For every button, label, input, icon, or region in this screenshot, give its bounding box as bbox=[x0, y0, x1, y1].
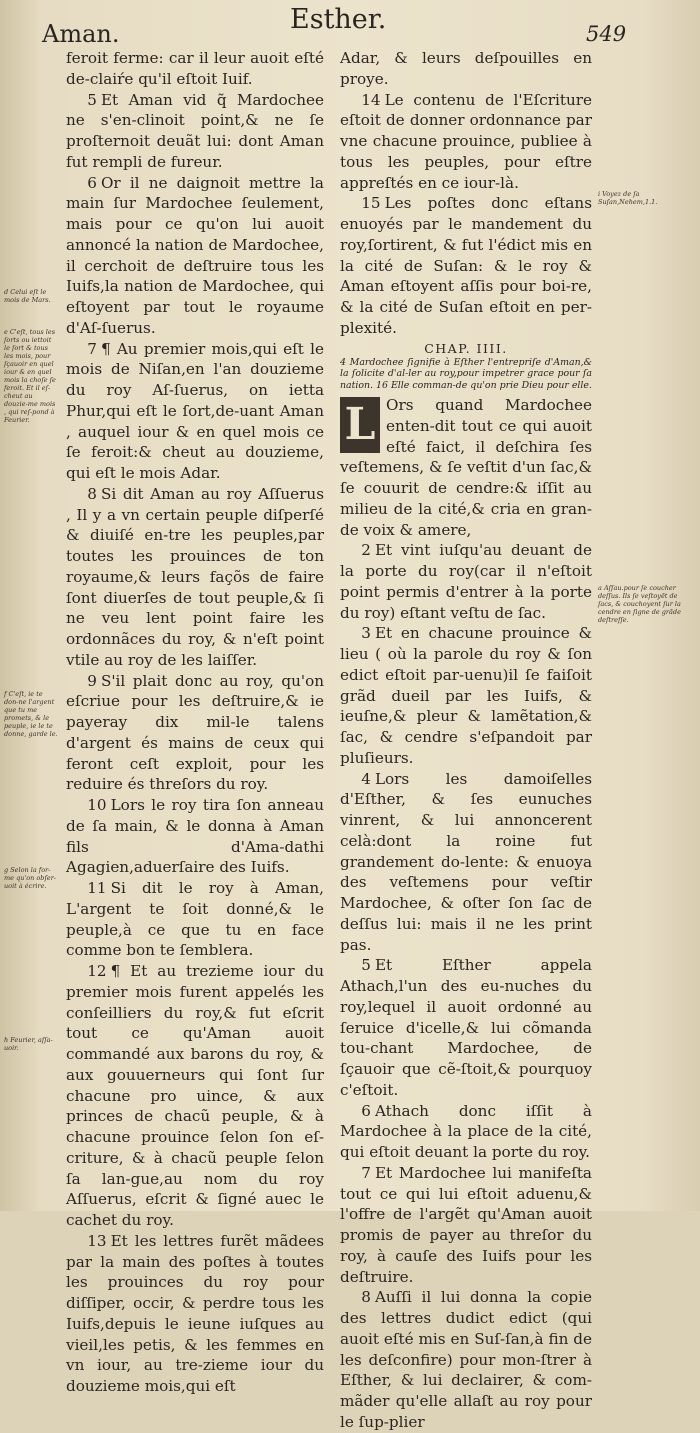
margin-note-g: g Selon la for-me qu'on obſer-uoit à écrire. bbox=[4, 866, 57, 890]
chapter-opening bbox=[340, 395, 592, 540]
verse-continuation: feroit ferme: car il leur auoit eſté de-claiŕe qu'il eſtoit Iuif. bbox=[66, 49, 324, 88]
running-head-book: Esther. bbox=[290, 4, 387, 35]
verse-5: 5 Et Aman vid q̃ Mardochee ne s'en-clinoit point,& ne ſe proſternoit deuãt lui: dont Aman fut rempli de fureur. bbox=[66, 90, 324, 171]
page-number: 549 bbox=[586, 22, 627, 46]
chapter-summary: 4 Mardochee ſignifie à Eſther l'entrepriſe d'Aman,& la ſolicite d'al-ler au roy,pour impetrer grace pour ſa nation. 16 Elle comman-de qu'on prie Dieu pour elle. bbox=[340, 356, 592, 391]
verse-7b: 7 Et Mardochee lui manifeſta tout ce qui lui eſtoit aduenu,& l'offre de l'argẽt qu'Aman auoit promis de payer au threſor du roy, à cauſe des Iuifs pour les deſtruire. bbox=[340, 1163, 592, 1286]
verse-9: 9 S'il plait donc au roy, qu'on eſcriue pour les deſtruire,& ie payeray dix mil-le talens d'argent és mains de ceux qui feront ceſt exploit, pour les reduire és threſors du roy. bbox=[66, 671, 324, 794]
margin-note-d: d Celui eſt le mois de Mars. bbox=[4, 288, 51, 304]
verse-10: 10 Lors le roy tira ſon anneau de ſa main, & le donna à Aman fils d'Ama-dathi Agagien,aduerſaire des Iuifs. bbox=[66, 796, 324, 877]
verse-11: 11 Si dit le roy à Aman, L'argent te ſoit donné,& le peuple,à ce que tu en face comme bon te ſemblera. bbox=[66, 879, 324, 960]
verse-8: 8 Si dit Aman au roy Aſſuerus , Il y a vn certain peuple diſperſé & diuiſé en-tre les peuples,par toutes les prouinces de ton royaume,& leurs façõs de faire ſont diuerſes de tout peuple,& ſi ne veu lent point faire les ordonnãces du roy, & n'eſt point vtile au roy de les laiſſer. bbox=[66, 484, 324, 669]
right-column bbox=[340, 48, 592, 1433]
verse-1: Ors quand Mardochee enten-dit tout ce qui auoit eſté faict, il deſchira ſes veſtemens, & ſe veſtit d'un ſac,& ſe couurit de cendre:& iſſit au milieu de la cité,& cria en gran-de voix & amere, bbox=[340, 396, 592, 539]
verse-2: 2 Et vint iuſqu'au deuant de la porte du roy(car il n'eſtoit point permis d'entrer à la porte du roy) eſtant veſtu de ſac. bbox=[340, 541, 592, 622]
margin-note-e: e C'eſt, tous les ſorts ou iettoit le ſort & tous les mois, pour ſçauoir en quel iour & en quel mois la choſe ſe feroit. Et il eſ-cheut au douzie-me mois , qui reſ-pond à Feurier. bbox=[4, 328, 56, 424]
margin-note-a: a Aſſau.pour ſe coucher deſſus. Ils ſe veſtoyẽt de ſacs, & couchoyent ſur la cendre en ſigne de grãde deſtreſſe. bbox=[598, 584, 681, 624]
verse-continuation-right: Adar, & leurs deſpouilles en proye. bbox=[340, 49, 592, 88]
dropcap-letter: L bbox=[340, 397, 380, 453]
running-head-left: Aman. bbox=[42, 20, 120, 48]
left-column bbox=[66, 48, 324, 1397]
verse-13: 13 Et les lettres furẽt mãdees par la main des poſtes à toutes les prouinces du roy pour diſſiper, occir, & perdre tous les Iuifs,depuis le ieune iuſques au vieil,les petis, & les femmes en vn iour, au tre-zieme iour du douzieme mois,qui eſt bbox=[66, 1231, 324, 1395]
verse-4: 4 Lors les damoiſelles d'Eſther, & ſes eunuches vinrent, & lui annoncerent celà:dont la roine fut grandement do-lente: & enuoya des veſtemens pour veſtir Mardochee, & oſter ſon ſac de deſſus lui: mais il ne les print pas. bbox=[340, 769, 592, 954]
verse-12: 12 ¶ Et au trezieme iour du premier mois furent appelés les conſeilliers du roy,& fut eſcrit tout ce qu'Aman auoit commandé aux barons du roy, & aux gouuerneurs qui ſont ſur chacune pro uince, & aux princes de chacũ peuple, & à chacune prouince ſelon ſon eſ-criture, & à chacũ peuple ſelon ſa lan-gue,au nom du roy Aſſuerus, eſcrit & ſigné auec le cachet du roy. bbox=[66, 962, 324, 1229]
verse-7: 7 ¶ Au premier mois,qui eſt le mois de Niſan,en l'an douzieme du roy Aſ-ſuerus, on ietta Phur,qui eſt le ſort,de-uant Aman , auquel iour & en quel mois ce ſe feroit:& cheut au douzieme, qui eſt le mois Adar. bbox=[66, 339, 324, 482]
margin-note-h: h Feurier, aſſa-uoir. bbox=[4, 1036, 53, 1052]
chapter-heading: CHAP. IIII. bbox=[424, 340, 508, 356]
verse-3: 3 Et en chacune prouince & lieu ( où la parole du roy & ſon edict eſtoit par-uenu)il ſe faiſoit grãd dueil par les Iuifs, & ieuſne,& pleur & lamẽtation,& ſac, & cendre s'eſpandoit par pluſieurs. bbox=[340, 624, 592, 767]
verse-15: 15 Les poſtes donc eſtans enuoyés par le mandement du roy,ſortirent, & fut l'édict mis en la cité de Suſan: & le roy & Aman eſtoyent aſſis pour boi-re, & la cité de Suſan eſtoit en per-plexité. bbox=[340, 194, 592, 337]
verse-5b: 5 Et Eſther appela Athach,l'un des eu-nuches du roy,lequel il auoit ordonné au ſeruice d'icelle,& lui cõmanda tou-chant Mardochee, de ſçauoir que cẽ-ſtoit,& pourquoy c'eſtoit. bbox=[340, 956, 592, 1099]
margin-note-i: i Voyez de ſa Suſan,Nehem,1.1. bbox=[598, 190, 658, 206]
verse-6: 6 Or il ne daignoit mettre la main ſur Mardochee ſeulement, mais pour ce qu'on lui auoit annoncé la nation de Mardochee, il cerchoit de deſtruire tous les Iuifs,la nation de Mardochee, qui eſtoyent par tout le royaume d'Aſ-ſuerus. bbox=[66, 173, 324, 337]
verse-6b: 6 Athach donc iſſit à Mardochee à la place de la cité, qui eſtoit deuant la porte du roy. bbox=[340, 1101, 592, 1161]
verse-14: 14 Le contenu de l'Eſcriture eſtoit de donner ordonnance par vne chacune prouince, publiee à tous les peuples, pour eſtre appreſtés en ce iour-là. bbox=[340, 90, 592, 192]
verse-8b: 8 Auſſi il lui donna la copie des lettres dudict edict (qui auoit eſté mis en Suſ-ſan,à fin de les deſconfire) pour mon-ſtrer à Eſther, & lui declairer, & com-mãder qu'elle allaſt au roy pour le ſup-plier bbox=[340, 1288, 592, 1431]
margin-note-f: f C'eſt, ie te don-ne l'argent que tu me promets, & le peuple, ie le te donne, garde le. bbox=[4, 690, 58, 738]
